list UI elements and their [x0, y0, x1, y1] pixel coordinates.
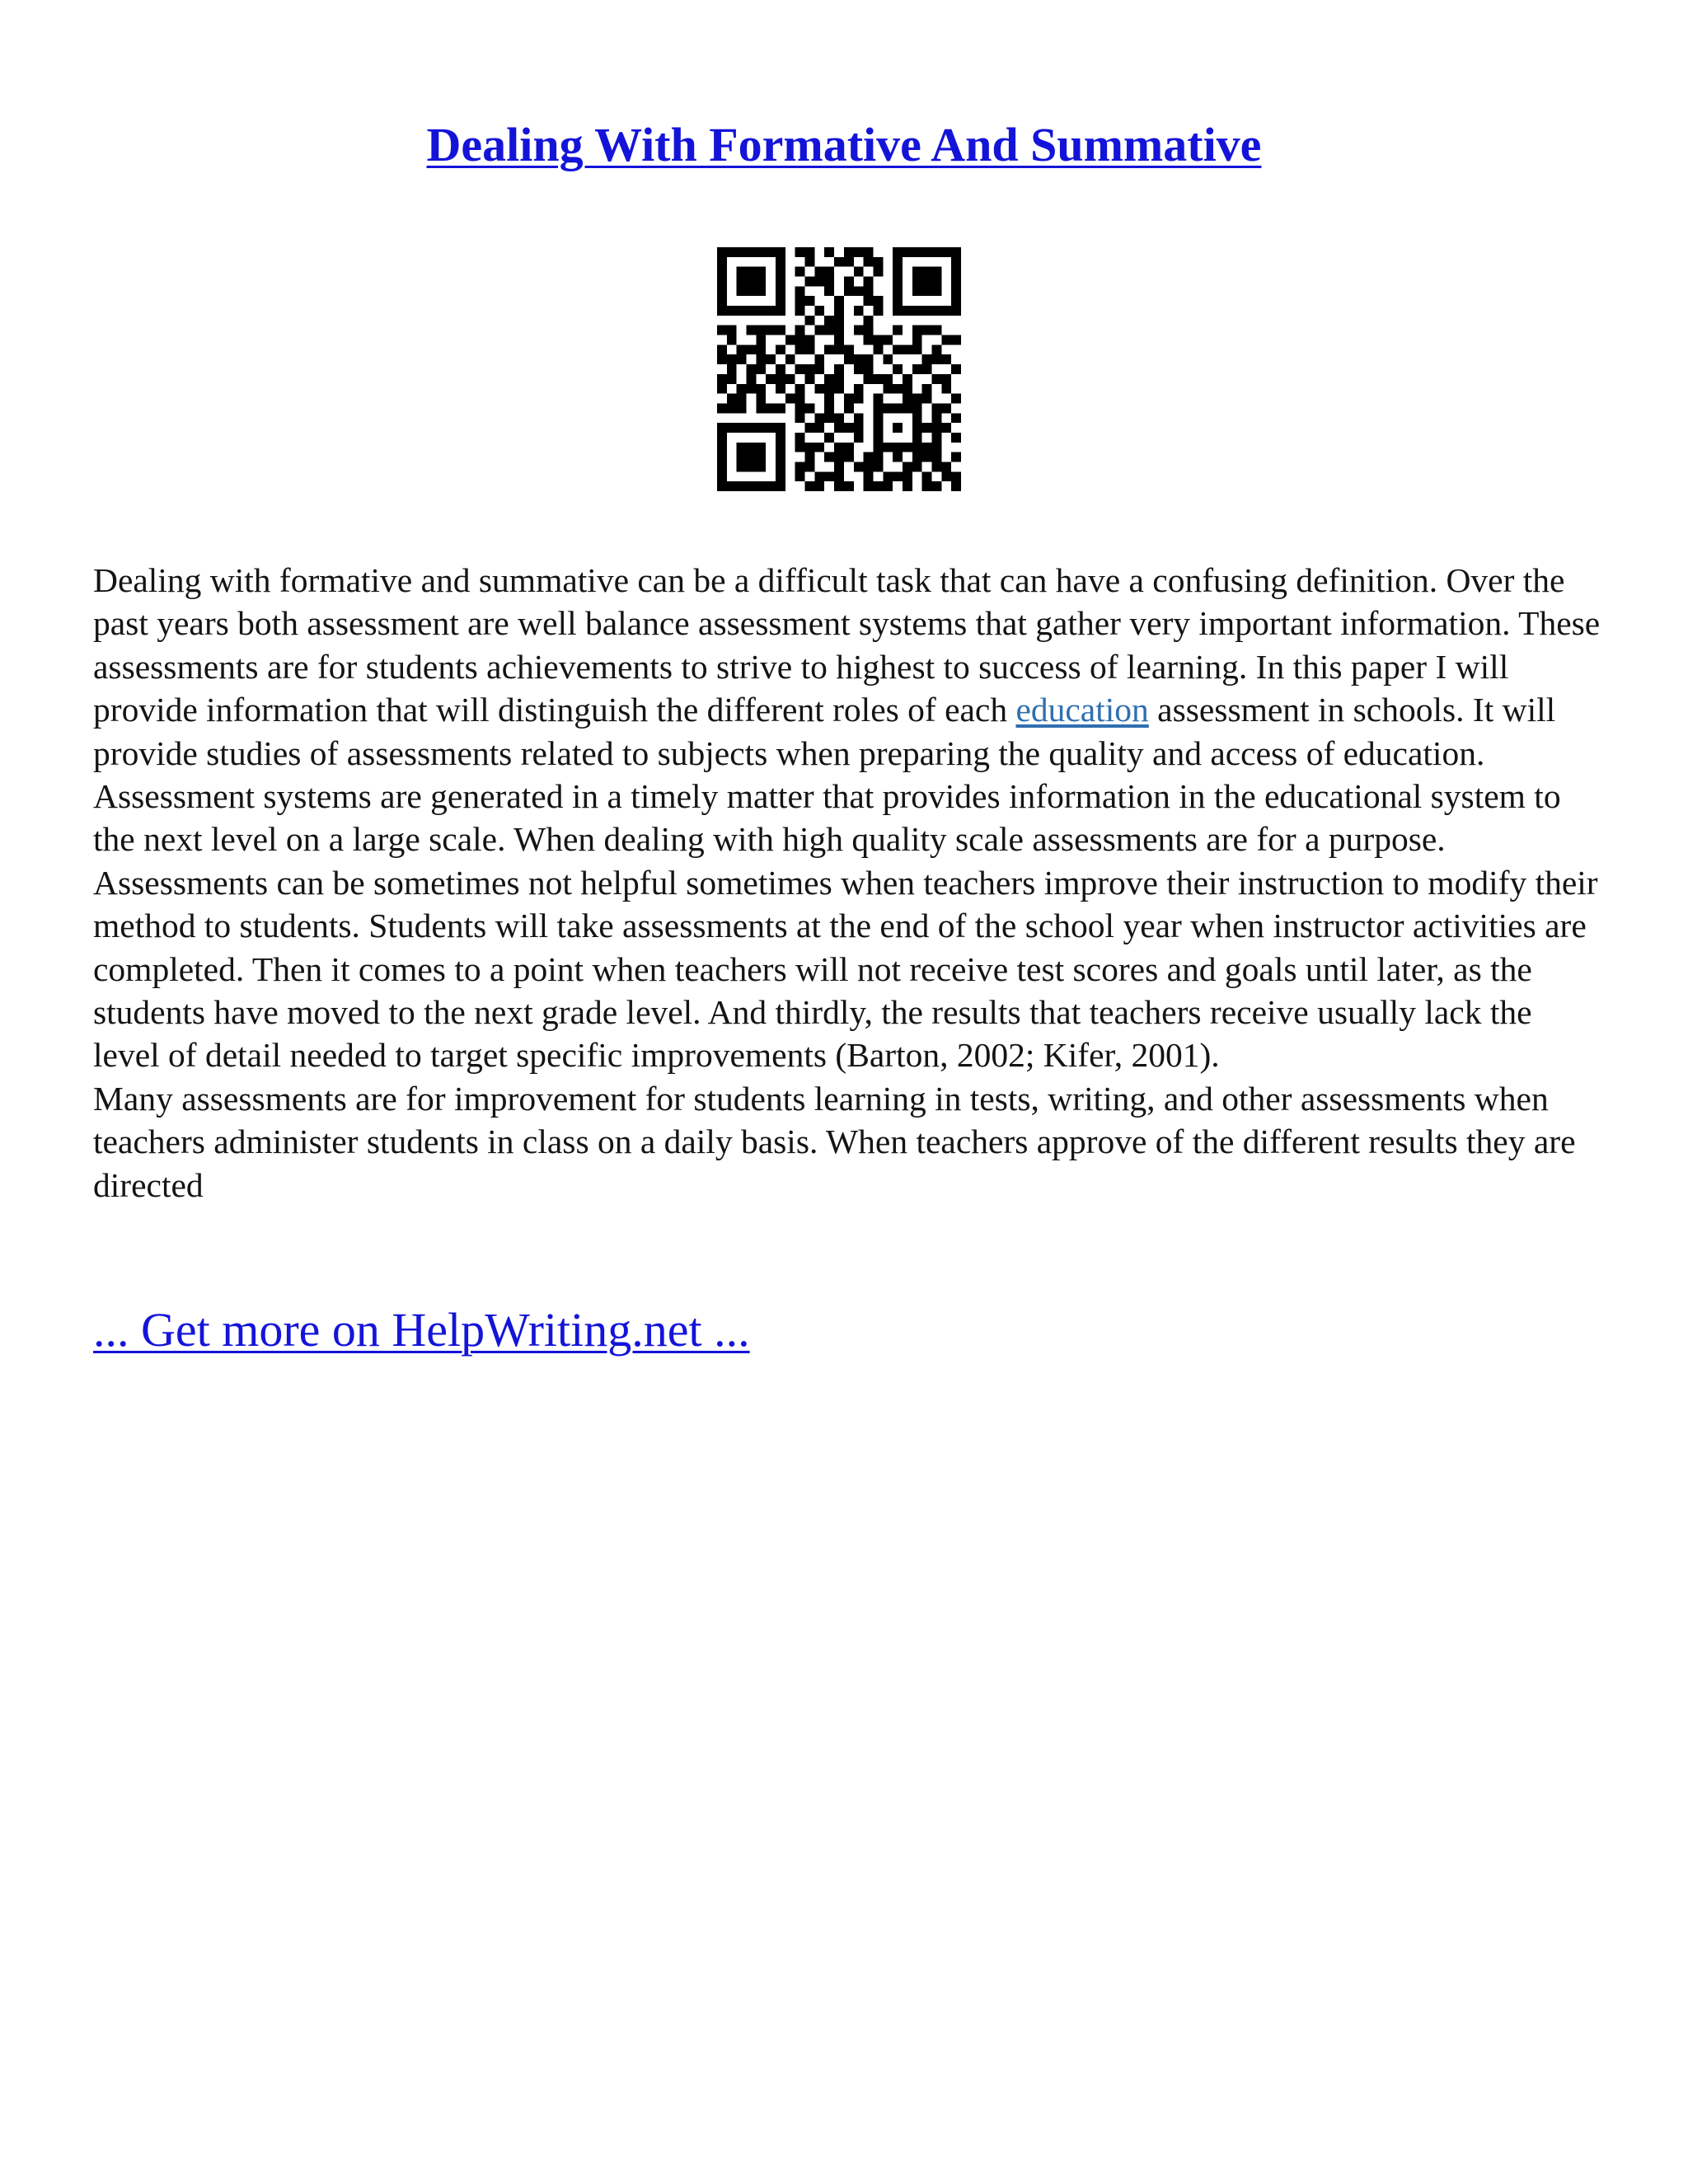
paragraph-1-text-b: assessment in schools. It will provide studies of assessments related to subjects when preparing the quality and access of education. Assessment systems are generated in a timely matter that provides information in the educational system to the next level on a large scale. When dealing with high quality scale assessments are for a purpose. Assessments can be sometimes not helpful sometimes when teachers improve their instruction to modify their method to students. Students will take assessments at the end of the school year when instructor activities are completed. Then it comes to a point when teachers will not receive test scores and goals until later, as the students have moved to the next grade level. And thirdly, the results that teachers receive usually lack the level of detail needed to target specific improvements (Barton, 2002; Kifer, 2001).: [93, 691, 1598, 1075]
paragraph-1: [93, 559, 1601, 1077]
article-body: [93, 559, 1601, 1207]
get-more-link[interactable]: ... Get more on HelpWriting.net ...: [93, 1303, 750, 1357]
education-link[interactable]: education: [1015, 691, 1149, 729]
more-link-container: [93, 1301, 750, 1360]
paragraph-2: Many assessments are for improvement for students learning in tests, writing, and other assessments when teachers administer students in class on a daily basis. When teachers approve of the different results they are directed: [93, 1079, 1576, 1204]
qr-code-icon: [717, 247, 961, 491]
page-title: [0, 115, 1688, 175]
paragraph-1-text-a: Dealing with formative and summative can be a difficult task that can have a confusing definition. Over the past years both assessment are well balance assessment systems that gather very important information. These assessments are for students achievements to strive to highest to success of learning. In this paper I will provide information that will distinguish the different roles of each: [93, 561, 1601, 729]
title-link[interactable]: Dealing With Formative And Summative: [426, 118, 1262, 171]
